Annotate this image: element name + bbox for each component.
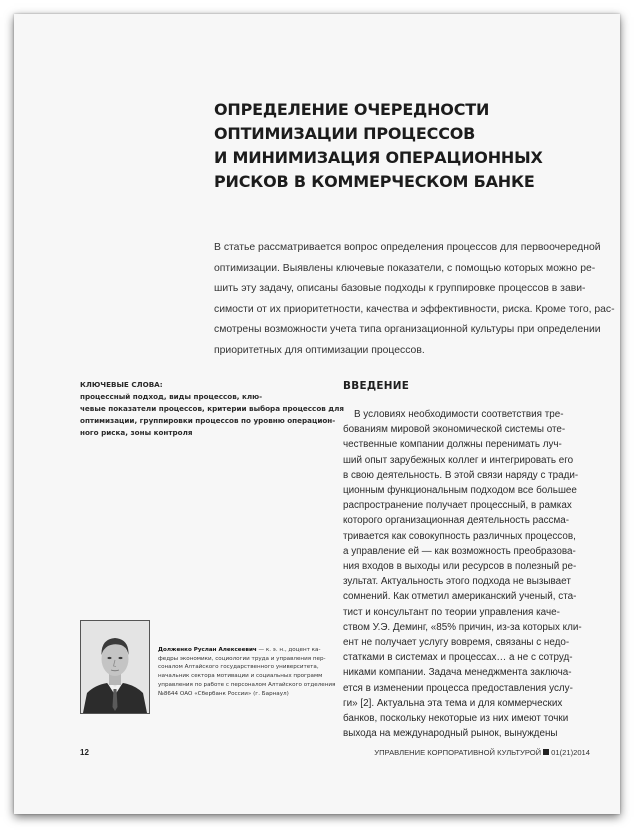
article-title bbox=[214, 98, 574, 194]
intro-line: в свою деятельность. В этой связи наряду с тради- bbox=[343, 469, 579, 481]
intro-line: а управление ей — как возможность преобразова- bbox=[343, 545, 576, 557]
intro-line: банков, поскольку некоторые из них имеют точки bbox=[343, 713, 569, 725]
abstract-line: оптимизации. Выявлены ключевые показатели, с помощью которых можно ре- bbox=[214, 262, 596, 274]
intro-line: ший опыт зарубежных коллег и интегрировать его bbox=[343, 454, 574, 466]
journal-footer bbox=[374, 748, 590, 757]
intro-line: ционным функциональным подходом все большее bbox=[343, 485, 577, 497]
title-line: ОПРЕДЕЛЕНИЕ ОЧЕРЕДНОСТИ bbox=[214, 100, 490, 119]
introduction-text bbox=[343, 407, 605, 741]
intro-line: никами компании. Задача менеджмента заключа- bbox=[343, 667, 572, 679]
journal-name: УПРАВЛЕНИЕ КОРПОРАТИВНОЙ КУЛЬТУРОЙ bbox=[374, 748, 542, 757]
keywords-line bbox=[80, 379, 340, 403]
abstract-line: шить эту задачу, описаны базовые подходы к группировке процессов в зави- bbox=[214, 283, 586, 295]
keywords-label: КЛЮЧЕВЫЕ СЛОВА: bbox=[80, 380, 163, 389]
author-name: Долженко Руслан Алексеевич bbox=[158, 647, 257, 653]
article-abstract bbox=[214, 238, 615, 362]
keywords-line: чевые показатели процессов, критерии выбора процессов для bbox=[80, 403, 344, 413]
title-line: И МИНИМИЗАЦИЯ ОПЕРАЦИОННЫХ bbox=[214, 148, 543, 167]
abstract-line: приоритетных для оптимизации процессов. bbox=[214, 344, 425, 356]
intro-line: В условиях необходимости соответствия тре- bbox=[343, 409, 564, 420]
author-photo bbox=[80, 620, 150, 714]
title-line: ОПТИМИЗАЦИИ ПРОЦЕССОВ bbox=[214, 124, 476, 143]
journal-page bbox=[14, 14, 620, 814]
journal-issue: 01(21)2014 bbox=[551, 748, 590, 757]
author-position: — к. э. н., доцент ка- bbox=[256, 647, 321, 653]
title-line: РИСКОВ В КОММЕРЧЕСКОМ БАНКЕ bbox=[214, 172, 535, 191]
intro-line: зультат. Актуальность этого подхода не вызывает bbox=[343, 576, 571, 588]
intro-line: тривается как совокупность различных процессов, bbox=[343, 530, 576, 542]
page-number: 12 bbox=[80, 748, 89, 757]
keywords-line: оптимизации, группировки процессов по уровню операцион- bbox=[80, 415, 336, 425]
keywords-block bbox=[80, 379, 344, 439]
intro-line: ством У.Э. Деминг, «85% причин, из-за которых кли- bbox=[343, 621, 582, 633]
author-line bbox=[158, 646, 348, 655]
intro-line: которого организационная деятельность рассма- bbox=[343, 515, 570, 527]
intro-line: чественные компании должны перенимать луч- bbox=[343, 439, 562, 451]
square-bullet-icon bbox=[543, 749, 549, 755]
intro-line: тист и консультант по теории управления каче- bbox=[343, 606, 560, 618]
intro-line: ния входов в выходы или ресурсов в полезный ре- bbox=[343, 561, 577, 573]
intro-line: ги» [2]. Актуальна эта тема и для коммерческих bbox=[343, 697, 563, 709]
keywords-text: процессный подход, виды процессов, клю- bbox=[80, 391, 263, 401]
author-info bbox=[158, 646, 348, 698]
author-line: №8644 ОАО «Сбербанк России» (г. Барнаул) bbox=[158, 690, 289, 697]
abstract-line: смотрены возможности учета типа организационной культуры при определении bbox=[214, 324, 601, 336]
abstract-line: В статье рассматривается вопрос определения процессов для первоочередной bbox=[214, 242, 601, 253]
keywords-line: ного риска, зоны контроля bbox=[80, 427, 193, 437]
intro-line: статками в системах и процессах… а не с сотруд- bbox=[343, 652, 573, 664]
intro-line: выхода на международный рынок, вынуждены bbox=[343, 728, 558, 740]
intro-line: ент не получает услугу вовремя, связаны с недо- bbox=[343, 637, 570, 649]
intro-line: распространение получает процессный, в рамках bbox=[343, 500, 572, 512]
intro-line: сомнений. Как отметил американский ученый, ста- bbox=[343, 591, 577, 603]
introduction-heading: ВВЕДЕНИЕ bbox=[343, 380, 410, 392]
abstract-line: симости от их приоритетности, качества и эффективности, риска. Кроме того, рас- bbox=[214, 303, 615, 315]
author-line: начальник сектора мотивации и социальных программ bbox=[158, 673, 323, 680]
intro-line: бованиям мировой экономической системы оте- bbox=[343, 424, 566, 436]
intro-line: ется в изменении процесса предоставления услу- bbox=[343, 682, 573, 694]
author-line: соналом Алтайского государственного университета, bbox=[158, 664, 319, 671]
author-line: управления по работе с персоналом Алтайского отделения bbox=[158, 681, 336, 688]
author-line: федры экономики, социологии труда и управления пер- bbox=[158, 655, 326, 662]
